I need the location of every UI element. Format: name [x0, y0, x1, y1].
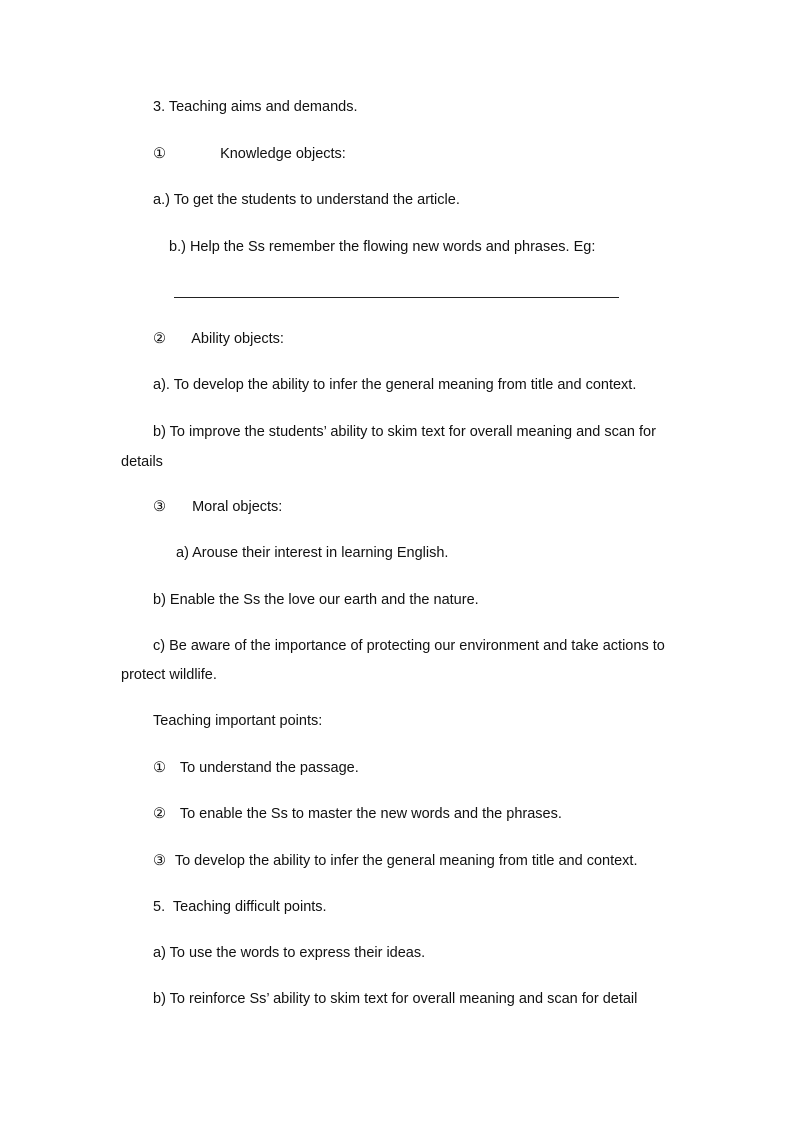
line-text: b) To reinforce Ss’ ability to skim text for overall meaning and scan for detail: [153, 991, 638, 1007]
paragraph-line: [153, 376, 636, 394]
paragraph-line: [153, 990, 637, 1008]
circled-three-marker: ③: [153, 853, 166, 869]
paragraph-line: [121, 666, 217, 684]
line-text: Teaching important points:: [153, 713, 323, 729]
subheading-ability-objects: [153, 330, 284, 348]
line-text: a) Arouse their interest in learning English.: [176, 545, 449, 561]
line-text: Knowledge objects:: [220, 146, 346, 162]
blank-answer-line: [174, 297, 619, 298]
line-text: To enable the Ss to master the new words and the phrases.: [179, 806, 562, 822]
line-text: 5. Teaching difficult points.: [153, 899, 327, 915]
line-text: details: [121, 454, 163, 470]
subheading-knowledge-objects: [153, 145, 346, 163]
line-text: Ability objects:: [191, 331, 284, 347]
line-text: 3. Teaching aims and demands.: [153, 99, 358, 115]
line-text: a.) To get the students to understand the article.: [153, 192, 460, 208]
circled-three-marker: ③: [153, 499, 166, 515]
section-heading-teaching-aims: [153, 98, 357, 116]
paragraph-line: [153, 191, 460, 209]
paragraph-line: [153, 944, 425, 962]
subheading-moral-objects: [153, 498, 282, 516]
list-item: [153, 852, 637, 870]
paragraph-line: [153, 591, 479, 609]
paragraph-line: [153, 637, 665, 655]
paragraph-line: [153, 423, 656, 441]
circled-two-marker: ②: [153, 331, 166, 347]
line-text: b) To improve the students’ ability to skim text for overall meaning and scan for: [153, 424, 656, 440]
line-text: a) To use the words to express their ideas.: [153, 945, 426, 961]
list-item: [153, 759, 359, 777]
list-item: [153, 805, 562, 823]
line-text: To develop the ability to infer the general meaning from title and context.: [174, 853, 638, 869]
line-text: b) Enable the Ss the love our earth and the nature.: [153, 592, 479, 608]
paragraph-line: [176, 544, 448, 562]
section-heading-difficult-points: [153, 898, 327, 916]
paragraph-line: [121, 453, 163, 471]
circled-one-marker: ①: [153, 760, 166, 776]
line-text: To understand the passage.: [179, 760, 359, 776]
line-text: b.) Help the Ss remember the flowing new words and phrases. Eg:: [169, 239, 596, 255]
line-text: protect wildlife.: [121, 667, 217, 683]
section-heading-important-points: [153, 712, 322, 730]
line-text: a). To develop the ability to infer the general meaning from title and context.: [153, 377, 637, 393]
line-text: c) Be aware of the importance of protecting our environment and take actions to: [153, 638, 665, 654]
line-text: Moral objects:: [192, 499, 283, 515]
circled-one-marker: ①: [153, 146, 166, 162]
paragraph-line: [169, 238, 595, 256]
circled-two-marker: ②: [153, 806, 166, 822]
